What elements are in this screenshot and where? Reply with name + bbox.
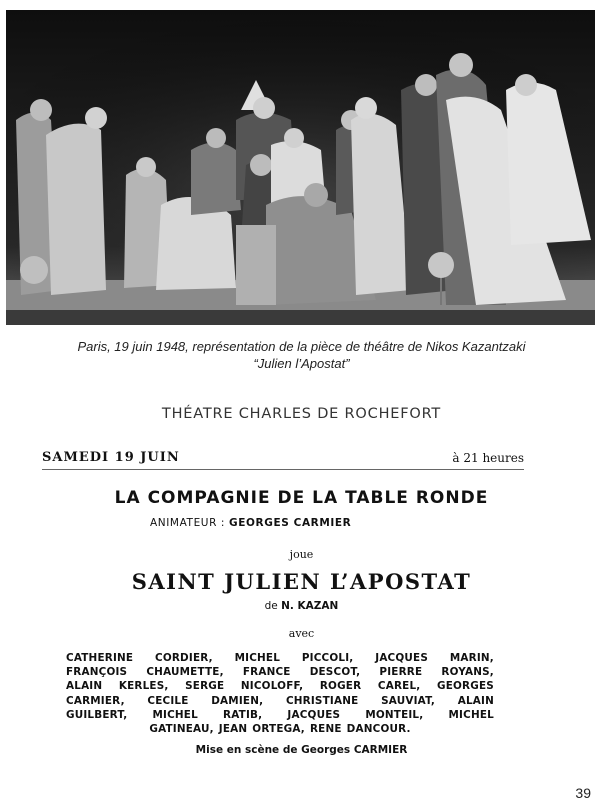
cast-word: PICCOLI, (301, 652, 354, 664)
cast-word: JACQUES (375, 652, 429, 664)
cast-word: MICHEL (448, 708, 494, 721)
stage-photo-icon (6, 10, 595, 325)
cast-word: CARMIER, (66, 694, 125, 707)
mise-en-scene (0, 744, 603, 756)
cast-line (66, 665, 494, 679)
cast-word: JACQUES (287, 708, 341, 721)
avec-text: avec (288, 627, 315, 640)
cast-word: FRANCE (242, 666, 291, 679)
mise-prefix: Mise en scène de Georges (195, 744, 351, 756)
cast-word: RATIB, (223, 708, 263, 721)
play-title: SAINT JULIEN L’APOSTAT (131, 569, 472, 594)
cast-word: MICHEL (152, 708, 198, 721)
cast-word: JEAN (218, 723, 248, 736)
stage-photo (6, 10, 595, 325)
cast-word: NICOLOFF, (240, 680, 304, 693)
author-prefix: de (264, 600, 278, 612)
cast-word: GUILBERT, (66, 708, 128, 721)
cast-line (66, 651, 494, 665)
cast-word: MICHEL (234, 652, 281, 664)
performance-date: SAMEDI 19 JUIN (42, 450, 180, 465)
mise-name: CARMIER (353, 744, 408, 756)
cast-line (66, 708, 494, 722)
cast-word: SERGE (185, 680, 225, 693)
cast-list (66, 651, 494, 736)
cast-word: KERLES, (118, 680, 169, 693)
cast-word: GATINEAU, (149, 723, 214, 736)
cast-word: CHRISTIANE (285, 694, 359, 707)
cast-word: ROGER (319, 680, 362, 693)
cast-word: CATHERINE (66, 652, 134, 664)
cast-word: PIERRE (379, 666, 423, 679)
cast-word: ALAIN (457, 694, 494, 707)
cast-line (66, 722, 494, 736)
author-line (0, 600, 603, 612)
animateur-line (150, 517, 351, 529)
theatre-name: THÉATRE CHARLES DE ROCHEFORT (161, 406, 442, 422)
cast-word: CORDIER, (155, 652, 213, 664)
page-number: 39 (575, 785, 591, 801)
company-name: LA COMPAGNIE DE LA TABLE RONDE (114, 488, 489, 508)
cast-word: DESCOT, (309, 666, 361, 679)
cast-line (66, 679, 494, 693)
date-row (42, 450, 524, 470)
cast-word: GEORGES (436, 680, 494, 693)
date-underline (42, 469, 524, 470)
animateur-label: ANIMATEUR : (150, 517, 226, 529)
cast-word: MONTEIL, (365, 708, 424, 721)
caption-line-2: “Julien l’Apostat” (253, 356, 350, 371)
cast-word: DAMIEN, (211, 694, 264, 707)
cast-word: MARIN, (449, 652, 494, 664)
cast-word: ROYANS, (441, 666, 494, 679)
cast-word: ORTEGA, (252, 723, 305, 736)
cast-word: FRANÇOIS (66, 666, 128, 679)
cast-line (66, 694, 494, 708)
cast-word: DANCOUR. (346, 723, 411, 736)
cast-word: CHAUMETTE, (146, 666, 224, 679)
cast-word: SAUVIAT, (381, 694, 436, 707)
animateur-name: GEORGES CARMIER (229, 517, 352, 529)
photo-caption (8, 338, 595, 372)
cast-word: CECILE (147, 694, 189, 707)
cast-word: CAREL, (377, 680, 421, 693)
performance-time: à 21 heures (452, 451, 524, 465)
joue-text: joue (289, 548, 314, 561)
author-name: N. KAZAN (281, 600, 339, 612)
cast-word: RENE (309, 723, 342, 736)
caption-line-1: Paris, 19 juin 1948, représentation de la pièce de théâtre de Nikos Kazantzaki (77, 339, 526, 354)
cast-word: ALAIN (66, 680, 103, 693)
